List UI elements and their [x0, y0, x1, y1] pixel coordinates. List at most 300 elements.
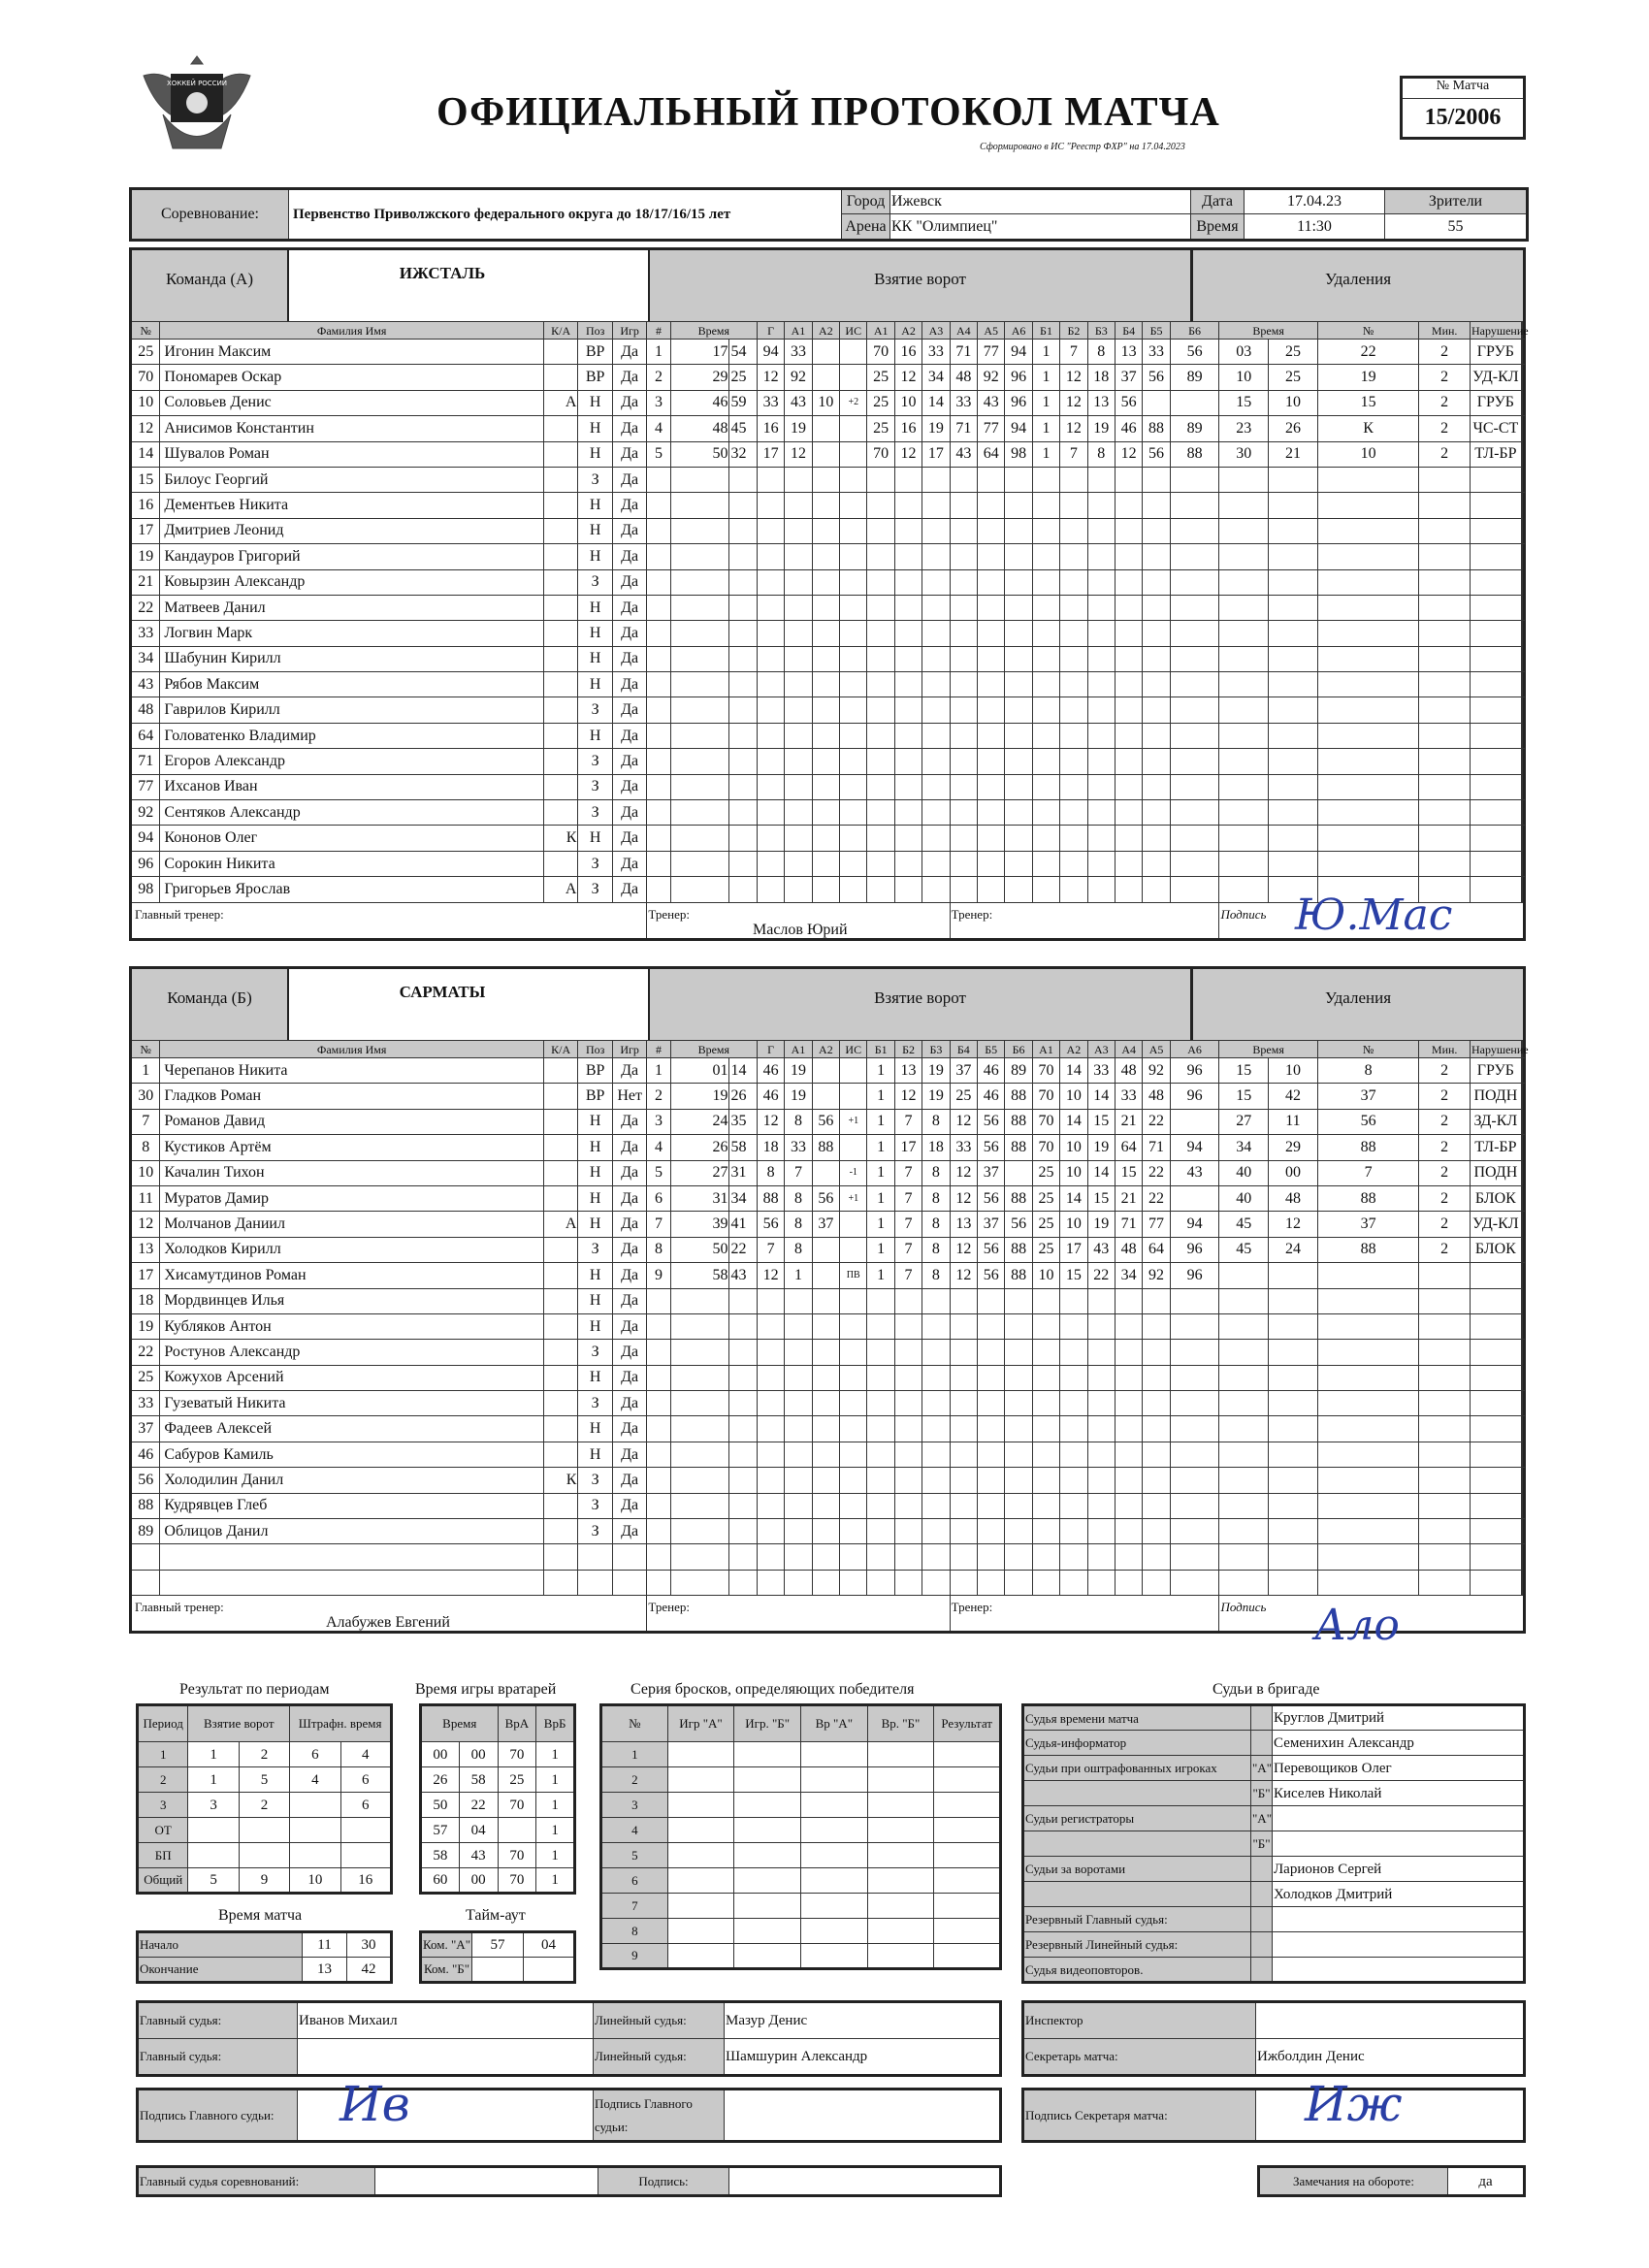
penalty-cell: [1523, 1185, 1524, 1211]
goal-cell: [1087, 1313, 1115, 1339]
referee-side: "А": [1251, 1756, 1273, 1781]
goal-number: [647, 826, 670, 851]
goal-cell: [1005, 1365, 1032, 1390]
penalty-cell: [1419, 544, 1471, 569]
competition-name: Первенство Приволжского федерального округа до 18/17/16/15 лет: [289, 189, 842, 241]
penalty-cell: [1523, 416, 1524, 441]
penalty-cell: 30: [1219, 441, 1269, 467]
player-position: [578, 1570, 613, 1595]
goal-cell: [1143, 1493, 1170, 1518]
penalty-type: ПОДН: [1471, 1084, 1522, 1109]
penalty-type: [1471, 1391, 1522, 1416]
penalty-cell: [1523, 1212, 1524, 1237]
table-row: [131, 1058, 1525, 1084]
penalty-cell: 10: [1219, 365, 1269, 390]
goal-cell: [1005, 518, 1032, 543]
goal-cell: [922, 1391, 950, 1416]
goal-cell: 35: [729, 1109, 757, 1134]
goal-cell: [1087, 1468, 1115, 1493]
goal-cell: 7: [894, 1109, 922, 1134]
goal-cell: [922, 1313, 950, 1339]
goal-cell: [812, 544, 839, 569]
goal-cell: [1115, 1288, 1142, 1313]
goal-cell: [785, 749, 812, 774]
goal-cell: 26: [670, 1135, 729, 1160]
penalty-cell: [1269, 1263, 1318, 1288]
goal-cell: [1032, 749, 1059, 774]
goal-cell: [867, 851, 894, 876]
goal-col-header: А5: [1143, 1041, 1170, 1058]
referee-role: Судьи при оштрафованных игроках: [1023, 1756, 1251, 1781]
goalie-cell: 22: [459, 1793, 498, 1818]
referee-side: "А": [1251, 1806, 1273, 1831]
player-played: Да: [612, 390, 647, 415]
goal-cell: ПВ: [840, 1263, 867, 1288]
goal-cell: [1115, 1442, 1142, 1467]
table-row: [131, 518, 1525, 543]
player-number: 71: [131, 749, 160, 774]
goal-cell: [978, 569, 1005, 595]
roster-col-header: К/А: [543, 322, 578, 340]
goal-cell: [950, 569, 977, 595]
penalty-cell: [1219, 826, 1269, 851]
goal-cell: [812, 1493, 839, 1518]
goal-cell: [1032, 1519, 1059, 1544]
goal-cell: [1005, 774, 1032, 799]
goal-cell: [812, 1058, 839, 1084]
goal-cell: 8: [922, 1237, 950, 1262]
spectators-label: Зрители: [1385, 189, 1528, 214]
goal-col-header: Б1: [867, 1041, 894, 1058]
goal-cell: 10: [894, 390, 922, 415]
player-role: [543, 1160, 578, 1185]
goal-cell: [1087, 1544, 1115, 1570]
player-role: [543, 518, 578, 543]
player-role: [543, 1109, 578, 1134]
penalty-type: [1471, 467, 1522, 492]
period-row: [138, 1793, 392, 1818]
player-name: Романов Давид: [160, 1109, 544, 1134]
goal-cell: [812, 877, 839, 902]
penalty-cell: [1269, 1288, 1318, 1313]
player-played: Да: [612, 1313, 647, 1339]
goal-cell: 34: [729, 1185, 757, 1211]
player-role: [543, 1084, 578, 1109]
goal-cell: [1170, 877, 1219, 902]
referee-role: Судья времени матча: [1023, 1705, 1251, 1731]
goal-cell: 31: [729, 1160, 757, 1185]
goal-cell: [729, 774, 757, 799]
sign-main-label: Подпись Главного судьи:: [594, 2090, 725, 2142]
goal-cell: 32: [729, 441, 757, 467]
penalty-cell: [1317, 774, 1419, 799]
goal-number: [647, 493, 670, 518]
player-role: [543, 1058, 578, 1084]
goal-cell: [785, 621, 812, 646]
goal-cell: [922, 1493, 950, 1518]
goal-cell: [1170, 493, 1219, 518]
period-cell: [340, 1818, 391, 1843]
penalty-type: [1471, 646, 1522, 671]
goal-cell: [1143, 467, 1170, 492]
goal-cell: [978, 749, 1005, 774]
goal-cell: [757, 851, 784, 876]
player-position: Н: [578, 1160, 613, 1185]
goal-cell: [670, 774, 729, 799]
goal-cell: 46: [978, 1084, 1005, 1109]
goal-number: 6: [647, 1185, 670, 1211]
goal-number: [647, 723, 670, 748]
goal-cell: [894, 595, 922, 620]
goal-cell: [1005, 1340, 1032, 1365]
goal-cell: [670, 749, 729, 774]
goal-cell: 89: [1170, 365, 1219, 390]
goal-cell: [1032, 1365, 1059, 1390]
goal-cell: [785, 1442, 812, 1467]
goal-cell: 7: [757, 1237, 784, 1262]
goal-cell: 8: [1087, 340, 1115, 365]
penalty-type: [1471, 877, 1522, 902]
penalty-cell: 2: [1419, 1058, 1471, 1084]
player-number: 30: [131, 1084, 160, 1109]
goal-cell: [729, 697, 757, 723]
team_b-table: [129, 1040, 1529, 1634]
referee-side: [1251, 1731, 1273, 1756]
player-position: З: [578, 774, 613, 799]
main-ref-1: Иванов Михаил: [298, 2002, 594, 2039]
player-position: Н: [578, 621, 613, 646]
goal-cell: [867, 723, 894, 748]
goal-cell: [1005, 851, 1032, 876]
goal-cell: 18: [757, 1135, 784, 1160]
period-cell: Общий: [138, 1868, 188, 1894]
goal-cell: [922, 697, 950, 723]
goal-cell: [922, 672, 950, 697]
penalty-cell: [1523, 1288, 1524, 1313]
goal-col-header: Б6: [1170, 322, 1219, 340]
head-coach-label: Главный тренер:: [135, 1600, 224, 1615]
goal-cell: [894, 672, 922, 697]
goal-cell: 14: [1060, 1058, 1087, 1084]
goal-cell: [1115, 544, 1142, 569]
player-role: [543, 1288, 578, 1313]
goal-cell: [1143, 749, 1170, 774]
referee-row: [1023, 1756, 1525, 1781]
penalty-type: [1471, 697, 1522, 723]
player-played: Да: [612, 1288, 647, 1313]
player-played: Да: [612, 595, 647, 620]
penalty-cell: [1269, 1416, 1318, 1442]
goal-cell: [670, 1365, 729, 1390]
goal-cell: [729, 1288, 757, 1313]
goal-cell: [1143, 1340, 1170, 1365]
inspector-table: [1021, 2000, 1526, 2077]
goal-cell: 71: [1143, 1135, 1170, 1160]
goal-cell: 22: [1143, 1109, 1170, 1134]
goal-cell: [729, 518, 757, 543]
goal-cell: 94: [1005, 340, 1032, 365]
player-played: Да: [612, 774, 647, 799]
goal-cell: [670, 518, 729, 543]
goal-cell: [812, 1391, 839, 1416]
goal-cell: [757, 723, 784, 748]
goal-col-header: Г: [757, 322, 784, 340]
goal-cell: [757, 1493, 784, 1518]
referee-row: [1023, 1857, 1525, 1882]
coach-a-signature: Ю.Мас: [1295, 891, 1453, 940]
goal-cell: [1060, 1416, 1087, 1442]
goal-cell: [1143, 1544, 1170, 1570]
goal-cell: [670, 1442, 729, 1467]
penalty-cell: [1269, 1544, 1318, 1570]
goal-cell: 12: [757, 1109, 784, 1134]
goalie-cell: 70: [498, 1843, 536, 1868]
goal-cell: [1115, 723, 1142, 748]
goalie-row: [421, 1818, 575, 1843]
referee-side: [1251, 1705, 1273, 1731]
player-position: З: [578, 749, 613, 774]
table-row: [131, 1084, 1525, 1109]
goal-cell: 16: [757, 416, 784, 441]
timeout-b-label: Ком. "Б": [421, 1958, 472, 1983]
penalty-cell: 25: [1269, 365, 1318, 390]
player-role: [543, 1391, 578, 1416]
player-name: Мордвинцев Илья: [160, 1288, 544, 1313]
period-cell: 2: [239, 1742, 289, 1767]
table-row: [131, 1442, 1525, 1467]
penalty-cell: [1523, 672, 1524, 697]
match-end-label: Окончание: [138, 1958, 303, 1983]
goal-number: 3: [647, 390, 670, 415]
period-cell: [290, 1793, 340, 1818]
goal-cell: [1170, 518, 1219, 543]
goal-cell: 19: [1087, 1135, 1115, 1160]
timeout-table: [419, 1930, 576, 1984]
player-number: 14: [131, 441, 160, 467]
player-played: Да: [612, 1212, 647, 1237]
period-row: [138, 1868, 392, 1894]
penalty-cell: [1419, 851, 1471, 876]
goal-cell: 7: [894, 1160, 922, 1185]
goal-cell: 46: [757, 1084, 784, 1109]
player-number: 48: [131, 697, 160, 723]
goal-cell: [1032, 1442, 1059, 1467]
penalty-cell: [1419, 1263, 1471, 1288]
player-played: Да: [612, 1263, 647, 1288]
goal-cell: [922, 1519, 950, 1544]
goal-cell: [812, 1313, 839, 1339]
player-role: [543, 1570, 578, 1595]
goal-cell: 96: [1170, 1084, 1219, 1109]
goal-cell: [670, 1340, 729, 1365]
player-number: 22: [131, 1340, 160, 1365]
referee-role: Судьи за воротами: [1023, 1857, 1251, 1882]
table-row: [131, 749, 1525, 774]
table-row: [131, 467, 1525, 492]
goal-cell: [978, 697, 1005, 723]
goal-col-header: А2: [812, 1041, 839, 1058]
goal-cell: [812, 1570, 839, 1595]
goal-cell: [894, 697, 922, 723]
goal-cell: [1032, 1493, 1059, 1518]
match-time-table: [136, 1930, 393, 1984]
penalty-cell: 2: [1419, 416, 1471, 441]
goal-col-header: А3: [922, 322, 950, 340]
shootout-row: [601, 1767, 1001, 1793]
goal-col-header: ИС: [840, 322, 867, 340]
goalie-cell: 1: [536, 1793, 575, 1818]
goal-number: [647, 1570, 670, 1595]
player-position: З: [578, 467, 613, 492]
table-row: [131, 1135, 1525, 1160]
goal-number: 1: [647, 1058, 670, 1084]
referee-name: [1273, 1806, 1525, 1831]
player-number: 25: [131, 1365, 160, 1390]
player-number: 70: [131, 365, 160, 390]
goal-cell: 92: [1143, 1058, 1170, 1084]
player-position: Н: [578, 1365, 613, 1390]
goal-cell: [1170, 1109, 1219, 1134]
goal-cell: [1170, 723, 1219, 748]
goal-cell: [867, 1493, 894, 1518]
goal-cell: [1143, 518, 1170, 543]
goal-col-header: ИС: [840, 1041, 867, 1058]
referees-title: Судьи в бригаде: [1212, 1681, 1320, 1698]
shootout-row: [601, 1818, 1001, 1843]
goalie-row: [421, 1843, 575, 1868]
table-row: [131, 1313, 1525, 1339]
goal-cell: [894, 1519, 922, 1544]
goal-cell: 8: [757, 1160, 784, 1185]
goal-cell: [950, 1365, 977, 1390]
penalty-col-header: Мин.: [1419, 322, 1471, 340]
penalty-cell: [1419, 1365, 1471, 1390]
referee-name: Холодков Дмитрий: [1273, 1882, 1525, 1907]
goalie-row: [421, 1767, 575, 1793]
ffh-logo: [124, 47, 270, 163]
penalty-type: [1471, 569, 1522, 595]
penalty-cell: [1419, 1519, 1471, 1544]
goal-cell: [1087, 774, 1115, 799]
goal-cell: [894, 518, 922, 543]
goal-cell: [840, 697, 867, 723]
penalty-cell: [1317, 672, 1419, 697]
goal-cell: [785, 467, 812, 492]
roster-col-header: Поз: [578, 1041, 613, 1058]
signature-label: Подпись: [1220, 906, 1267, 922]
player-played: Да: [612, 441, 647, 467]
goal-cell: [1115, 800, 1142, 826]
goal-cell: 21: [1115, 1185, 1142, 1211]
penalty-cell: [1219, 672, 1269, 697]
goal-cell: [1060, 646, 1087, 671]
goal-cell: [978, 1340, 1005, 1365]
player-name: Логвин Марк: [160, 621, 544, 646]
goals-title: Взятие ворот: [874, 988, 966, 1007]
goal-cell: 34: [922, 365, 950, 390]
goal-cell: [1143, 774, 1170, 799]
goal-cell: [757, 1442, 784, 1467]
goal-col-header: Б4: [950, 1041, 977, 1058]
goal-cell: [1060, 1391, 1087, 1416]
penalty-cell: [1317, 826, 1419, 851]
penalty-cell: [1317, 1493, 1419, 1518]
goal-cell: [840, 749, 867, 774]
table-row: [131, 1263, 1525, 1288]
goal-cell: [840, 1237, 867, 1262]
goal-cell: [1005, 697, 1032, 723]
penalty-cell: [1523, 1237, 1524, 1262]
notes-table: [1257, 2165, 1526, 2197]
penalty-cell: [1317, 467, 1419, 492]
goal-cell: [1087, 595, 1115, 620]
penalty-cell: 56: [1317, 1109, 1419, 1134]
goal-cell: [1087, 493, 1115, 518]
goal-col-header: Г: [757, 1041, 784, 1058]
penalty-cell: [1523, 544, 1524, 569]
penalty-cell: [1523, 1313, 1524, 1339]
period-cell: 9: [239, 1868, 289, 1894]
goal-cell: [1032, 800, 1059, 826]
goal-cell: [1060, 877, 1087, 902]
goal-cell: [1115, 1468, 1142, 1493]
player-role: [543, 441, 578, 467]
goal-number: [647, 544, 670, 569]
goal-cell: [757, 544, 784, 569]
player-number: 22: [131, 595, 160, 620]
penalty-cell: 15: [1219, 390, 1269, 415]
period-cell: [188, 1818, 239, 1843]
goal-cell: [840, 595, 867, 620]
player-played: Да: [612, 1160, 647, 1185]
goal-cell: [1032, 467, 1059, 492]
player-number: 77: [131, 774, 160, 799]
shootout-number: 8: [601, 1919, 668, 1944]
goal-cell: 22: [1143, 1160, 1170, 1185]
player-name: Холодилин Данил: [160, 1468, 544, 1493]
penalty-cell: 00: [1269, 1160, 1318, 1185]
goal-cell: [867, 1544, 894, 1570]
player-name: Ковырзин Александр: [160, 569, 544, 595]
penalty-cell: [1317, 493, 1419, 518]
coach-label: Тренер:: [951, 906, 993, 922]
player-position: Н: [578, 1185, 613, 1211]
goal-cell: 8: [785, 1109, 812, 1134]
shootout-header: Игр. "Б": [734, 1705, 801, 1742]
goal-cell: 1: [867, 1109, 894, 1134]
goal-number: [647, 646, 670, 671]
player-name: Игонин Максим: [160, 340, 544, 365]
penalty-cell: [1419, 646, 1471, 671]
player-name: Молчанов Даниил: [160, 1212, 544, 1237]
goal-cell: [670, 697, 729, 723]
goal-cell: [840, 1135, 867, 1160]
player-number: 17: [131, 518, 160, 543]
goal-cell: 96: [1005, 365, 1032, 390]
goal-cell: [1143, 595, 1170, 620]
goal-cell: [812, 774, 839, 799]
penalty-cell: [1219, 646, 1269, 671]
goal-cell: [670, 877, 729, 902]
goal-cell: 88: [812, 1135, 839, 1160]
goal-cell: [729, 646, 757, 671]
arena-label: Арена: [842, 214, 890, 240]
goalie-cell: 43: [459, 1843, 498, 1868]
goal-cell: [1087, 467, 1115, 492]
referee-row: [1023, 1882, 1525, 1907]
penalty-cell: 24: [1269, 1237, 1318, 1262]
goal-cell: [785, 646, 812, 671]
